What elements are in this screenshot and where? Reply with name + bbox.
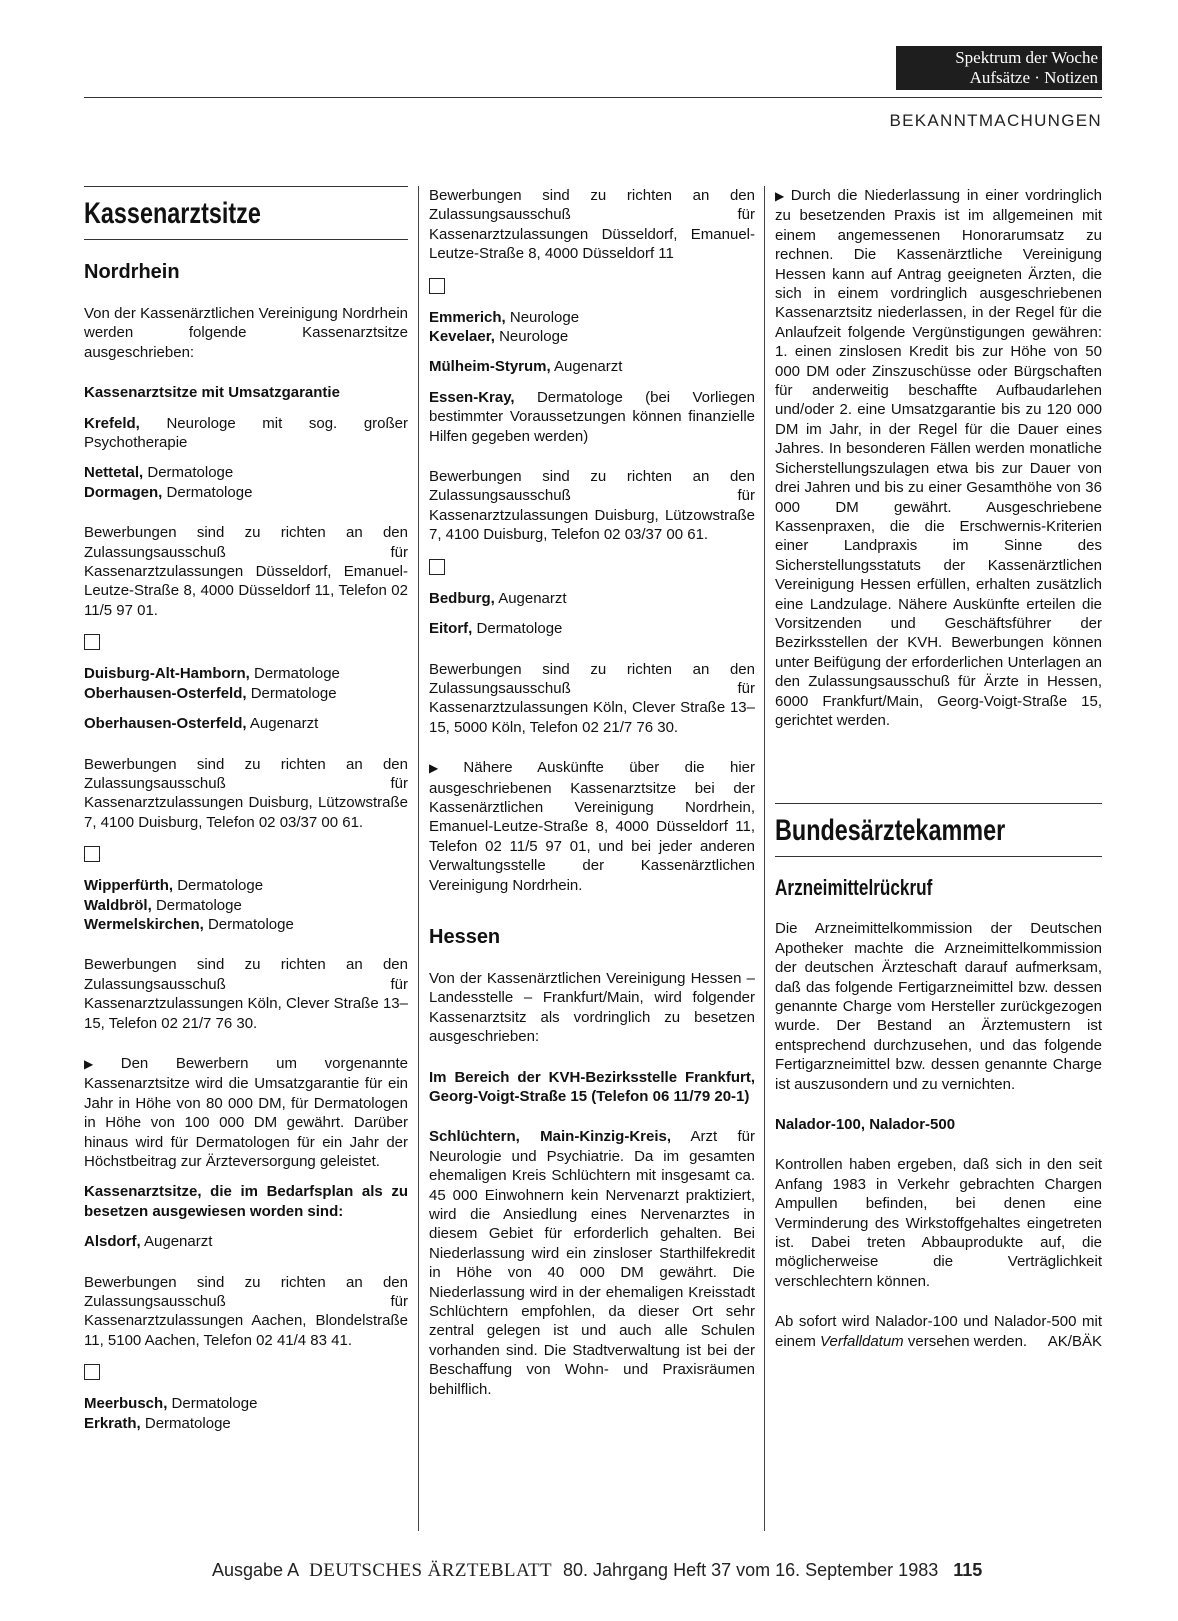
intro-paragraph: Von der Kassenärztlichen Vereinigung Nordrhein werden folgende Kassenarztsitze ausgeschrieben: (84, 305, 408, 361)
body-paragraph: Ab sofort wird Nalador-100 und Nalador-500 mit einem Verfalldatum versehen werden. AK/BÄK (775, 1313, 1102, 1350)
title-bottom-rule (775, 856, 1102, 857)
listing: Wipperfürth, Dermatologe Waldbröl, Dermatologe Wermelskirchen, Dermatologe (84, 877, 294, 933)
listing: Nettetal, Dermatologe Dormagen, Dermatologe (84, 464, 253, 501)
district-heading: Im Bereich der KVH-Bezirksstelle Frankfurt, Georg-Voigt-Straße 15 (Telefon 06 11/79 20-1) (429, 1068, 755, 1105)
intro-paragraph: Von der Kassenärztlichen Vereinigung Hessen – Landesstelle – Frankfurt/Main, wird folgender Kassenarztsitz als vordringlich zu besetzen ausgeschrieben: (429, 969, 755, 1046)
column-3 (775, 186, 1102, 1351)
signature: AK/BÄK (1047, 1332, 1102, 1350)
listing: Essen-Kray, Dermatologe (bei Vorliegen bestimmter Voraussetzungen können finanzielle Hilfen gegeben werden) (429, 388, 756, 445)
badge-line-2: Aufsätze · Notizen (969, 68, 1098, 87)
column-divider-2 (764, 186, 765, 1531)
column-2 (429, 186, 755, 1399)
badge-line-1: Spektrum der Woche (955, 48, 1098, 67)
product-name: Nalador-100, Nalador-500 (775, 1116, 956, 1134)
separator-box-icon (84, 634, 100, 650)
listing: Emmerich, Neurologe Kevelaer, Neurologe (429, 308, 580, 346)
page-footer (212, 1560, 982, 1582)
body-paragraph: Kontrollen haben ergeben, daß sich in den seit Anfang 1983 in Verkehr gebrachten Chargen Ampullen befinden, bei denen eine Verminderung des Wirkstoffgehaltes eingetreten ist. Dabei treten Abbauprodukte auf, die möglicherweise die Verträglichkeit verschlechtern können. (775, 1156, 1102, 1290)
application-notice: Bewerbungen sind zu richten an den Zulassungsausschuß für Kassenarztzulassungen Düsseldorf, Emanuel-Leutze-Straße 8, 4000 Düsseldorf 11 (429, 187, 755, 263)
application-notice: Bewerbungen sind zu richten an den Zulassungsausschuß für Kassenarztzulassungen Aachen, Blondelstraße 11, 5100 Aachen, Telefon 02 41/4 83 41. (84, 1273, 408, 1349)
title-bottom-rule (84, 239, 408, 240)
note-paragraph: ▶ Durch die Niederlassung in einer vordringlich zu besetzenden Praxis ist im allgemeinen mit einem angemessenen Honorarumsatz zu rechnen. Die Kassenärztliche Vereinigung Hessen kann auf Antrag geeigneten Ärzten, die sich in einem vordringlich ausgeschriebenen Kassenarztsitz niederlassen, in der Regel für die Anlaufzeit folgende Vergünstigungen gewähren: 1. einen zinslosen Kredit bis zur Höhe von 50 000 DM oder Zinszuschüsse oder Bürgschaften für anderweitig beschaffte Aufbaudarlehen und/oder 2. eine Umsatzgarantie bis zu 120 000 DM im Jahr, in der Regel für die Dauer eines Jahres. In besonderen Fällen werden monatliche Sicherstellungszulagen etwa bis zur Dauer von drei Jahren und bis zu einer Gesamthöhe von 36 000 DM gewährt. Ausgeschriebene Kassenpraxen, die die Erschwernis-Kriterien einer Landpraxis im Sinne des Sicherstellungsstatuts der Kassenärztlichen Vereinigung Hessen erfüllen, erhalten zusätzlich eine Landzulage. Nähere Auskünfte erteilen die Vorsitzenden und Geschäftsführer der Bezirksstellen der KVH. Bewerbungen können unter Beifügung der erforderlichen Unterlagen an den Zulassungsausschuß für Ärzte in Hessen, 6000 Frankfurt/Main, Georg-Voigt-Straße 15, gerichtet werden. (775, 187, 1102, 729)
region-heading: Hessen (429, 925, 501, 948)
separator-box-icon (84, 846, 100, 862)
application-notice: Bewerbungen sind zu richten an den Zulassungsausschuß für Kassenarztzulassungen Duisburg, Lützowstraße 7, 4100 Duisburg, Telefon 02 03/37 00 61. (84, 755, 408, 831)
column-1 (84, 186, 408, 1433)
section-label: BEKANNTMACHUNGEN (889, 111, 1102, 130)
sub-heading: Kassenarztsitze, die im Bedarfsplan als zu besetzen ausgewiesen worden sind: (84, 1183, 408, 1220)
article-subtitle: Arzneimittelrückruf (775, 875, 933, 901)
title-top-rule (84, 186, 408, 187)
header-rule (84, 97, 1102, 98)
listing: Krefeld, Neurologe mit sog. großer Psychotherapie (84, 414, 409, 452)
listing: Meerbusch, Dermatologe Erkrath, Dermatologe (84, 1395, 258, 1432)
listing: Alsdorf, Augenarzt (84, 1233, 213, 1251)
title-top-rule (775, 803, 1102, 804)
application-notice: Bewerbungen sind zu richten an den Zulassungsausschuß für Kassenarztzulassungen Duisburg, Lützowstraße 7, 4100 Duisburg, Telefon 02 03/37 00 61. (429, 468, 755, 544)
application-notice: Bewerbungen sind zu richten an den Zulassungsausschuß für Kassenarztzulassungen Düsseldorf, Emanuel-Leutze-Straße 8, 4000 Düsseldorf 11, Telefon 02 11/5 97 01. (84, 524, 408, 619)
separator-box-icon (429, 559, 445, 575)
body-paragraph: Die Arzneimittelkommission der Deutschen Apotheker machte die Arzneimittelkommission der deutschen Ärzteschaft darauf aufmerksam, daß das folgende Fertigarzneimittel bzw. dessen genannte Charge vom Hersteller zurückgezogen wurde. Der Bestand an Ärztemustern ist entsprechend durchzusehen, und das folgende Fertigarzneimittel bzw. dessen genannte Charge ist auszusondern und zu vernichten. (775, 920, 1102, 1093)
arrow-icon: ▶ (775, 189, 787, 203)
journal-name: DEUTSCHES ÄRZTEBLATT (309, 1560, 552, 1581)
application-notice: Bewerbungen sind zu richten an den Zulassungsausschuß für Kassenarztzulassungen Köln, Clever Straße 13–15, Telefon 02 21/7 76 30. (84, 956, 408, 1032)
listing: Eitorf, Dermatologe (429, 620, 563, 638)
application-notice: Bewerbungen sind zu richten an den Zulassungsausschuß für Kassenarztzulassungen Köln, Clever Straße 13–15, 5000 Köln, Telefon 02 21/7 76 30. (429, 660, 755, 736)
listing: Duisburg-Alt-Hamborn, Dermatologe Oberhausen-Osterfeld, Dermatologe (84, 665, 340, 702)
sub-heading: Kassenarztsitze mit Umsatzgarantie (84, 384, 340, 402)
note-paragraph: ▶ Nähere Auskünfte über die hier ausgeschriebenen Kassenarztsitze bei der Kassenärztlichen Vereinigung Nordrhein, Emanuel-Leutze-Straße 8, 4000 Düsseldorf 11, Telefon 02 11/5 97 01, und bei jeder anderen Verwaltungsstelle der Kassenärztlichen Vereinigung Nordrhein. (429, 759, 755, 894)
article-title: Kassenarztsitze (84, 197, 261, 230)
separator-box-icon (84, 1364, 100, 1380)
listing: Bedburg, Augenarzt (429, 589, 567, 607)
article-title: Bundesärztekammer (775, 814, 1006, 848)
section-badge (896, 46, 1102, 90)
issue-info: 80. Jahrgang Heft 37 vom 16. September 1983 (562, 1560, 939, 1580)
page-number: 115 (953, 1560, 983, 1580)
edition: Ausgabe A (212, 1560, 299, 1580)
listing: Mülheim-Styrum, Augenarzt (429, 358, 623, 376)
column-divider-1 (418, 186, 419, 1531)
note-paragraph: ▶ Den Bewerbern um vorgenannte Kassenarztsitze wird die Umsatzgarantie für ein Jahr in Höhe von 80 000 DM, für Dermatologen in Höhe von 100 000 DM gewährt. Darüber hinaus wird für Dermatologen für ein Jahr der Höchstbeitrag zur Ärzteversorgung geleistet. (84, 1054, 409, 1170)
listing: Oberhausen-Osterfeld, Augenarzt (84, 715, 319, 733)
arrow-icon: ▶ (429, 761, 460, 776)
separator-box-icon (429, 278, 445, 294)
arrow-icon: ▶ (84, 1056, 117, 1071)
listing: Schlüchtern, Main-Kinzig-Kreis, Arzt für Neurologie und Psychiatrie. Da im gesamten ehemaligen Kreis Schlüchtern mit insgesamt ca. 45 000 Einwohnern kein Nervenarzt praktiziert, wird die Ansiedlung eines Nervenarztes in diesem Gebiet für erforderlich gehalten. Bei Niederlassung wird ein zinsloser Starthilfekredit in Höhe von 40 000 DM gewährt. Die Niederlassung wird in der ehemaligen Kreisstadt Schlüchtern empfohlen, da dieser Ort sehr zentral gelegen ist und auch alle Schulen vorhanden sind. Die Stadtverwaltung ist bei der Beschaffung von Wohn- und Praxisräumen behilflich. (429, 1128, 756, 1398)
region-heading: Nordrhein (84, 261, 180, 283)
